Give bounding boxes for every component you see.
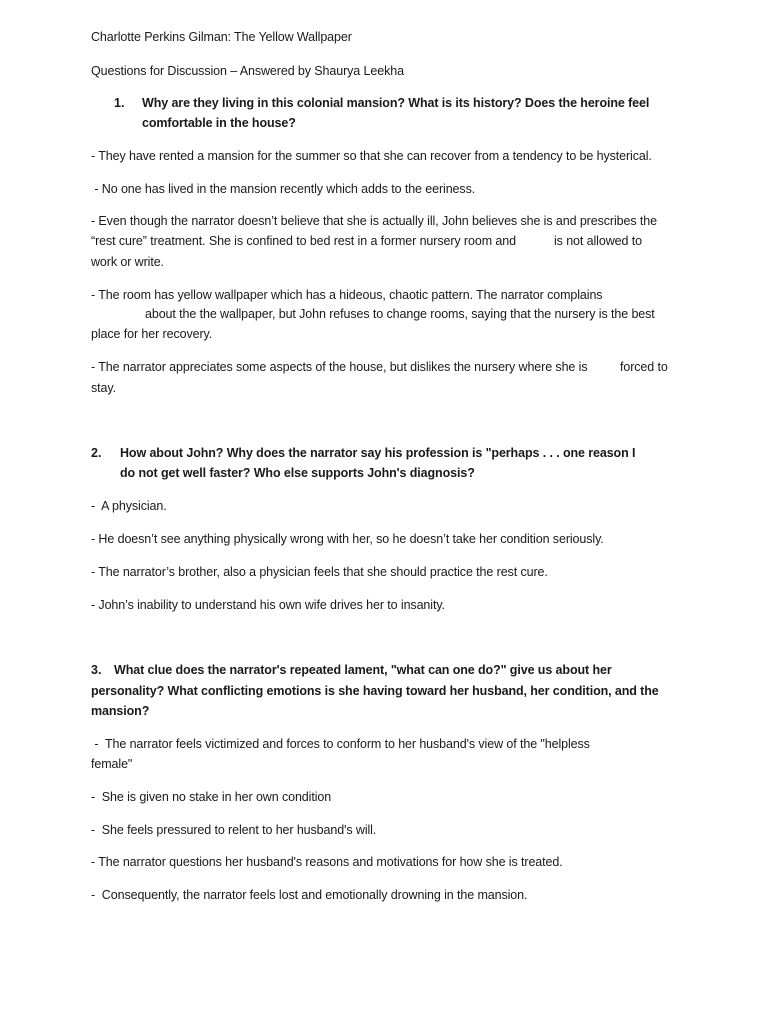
answer-1-4-end: place for her recovery.: [91, 327, 213, 341]
answer-2-3: - The narrator’s brother, also a physician feels that she should practice the rest cure.: [91, 565, 548, 579]
answer-1-1: - They have rented a mansion for the summer so that she can recover from a tendency to be hysterical.: [91, 149, 652, 163]
document-title: Charlotte Perkins Gilman: The Yellow Wallpaper: [91, 30, 352, 44]
answer-3-1-cont: female": [91, 757, 133, 771]
question-2-text-cont: do not get well faster? Who else supports John's diagnosis?: [120, 466, 475, 480]
answer-1-3: - Even though the narrator doesn’t believe that she is actually ill, John believes she is and prescribes the: [91, 214, 657, 228]
answer-1-3-cont-b: is not allowed to: [554, 234, 642, 248]
answer-2-1: - A physician.: [91, 499, 167, 513]
question-1-text-cont: comfortable in the house?: [142, 116, 296, 130]
answer-2-2: - He doesn’t see anything physically wrong with her, so he doesn’t take her condition seriously.: [91, 532, 604, 546]
answer-3-5: - Consequently, the narrator feels lost and emotionally drowning in the mansion.: [91, 888, 528, 902]
question-3-text-end: mansion?: [91, 704, 150, 718]
question-3-number: 3.: [91, 663, 102, 677]
answer-2-4: - John’s inability to understand his own wife drives her to insanity.: [91, 598, 445, 612]
answer-1-5-b: forced to: [620, 360, 668, 374]
answer-3-1: - The narrator feels victimized and forces to conform to her husband's view of the "helpless: [91, 737, 590, 751]
question-2-text: How about John? Why does the narrator say his profession is "perhaps . . . one reason I: [120, 446, 636, 460]
answer-1-4-cont: about the the wallpaper, but John refuses to change rooms, saying that the nursery is the best: [145, 307, 655, 321]
answer-1-3-end: work or write.: [91, 255, 164, 269]
answer-1-3-cont: “rest cure” treatment. She is confined to bed rest in a former nursery room and: [91, 234, 516, 248]
answer-1-4: - The room has yellow wallpaper which has a hideous, chaotic pattern. The narrator complains: [91, 288, 603, 302]
question-3-text-cont: personality? What conflicting emotions is she having toward her husband, her condition, and the: [91, 684, 659, 698]
document-subtitle: Questions for Discussion – Answered by Shaurya Leekha: [91, 64, 404, 78]
question-2-number: 2.: [91, 446, 102, 460]
question-1-number: 1.: [114, 96, 125, 110]
question-3-text: What clue does the narrator's repeated lament, "what can one do?" give us about her: [114, 663, 612, 677]
answer-3-3: - She feels pressured to relent to her husband's will.: [91, 823, 377, 837]
answer-3-4: - The narrator questions her husband's reasons and motivations for how she is treated.: [91, 855, 563, 869]
answer-1-5-end: stay.: [91, 381, 116, 395]
answer-1-2: - No one has lived in the mansion recently which adds to the eeriness.: [91, 182, 476, 196]
question-1-text: Why are they living in this colonial mansion? What is its history? Does the heroine feel: [142, 96, 650, 110]
answer-1-5: - The narrator appreciates some aspects of the house, but dislikes the nursery where she is: [91, 360, 588, 374]
answer-3-2: - She is given no stake in her own condition: [91, 790, 332, 804]
